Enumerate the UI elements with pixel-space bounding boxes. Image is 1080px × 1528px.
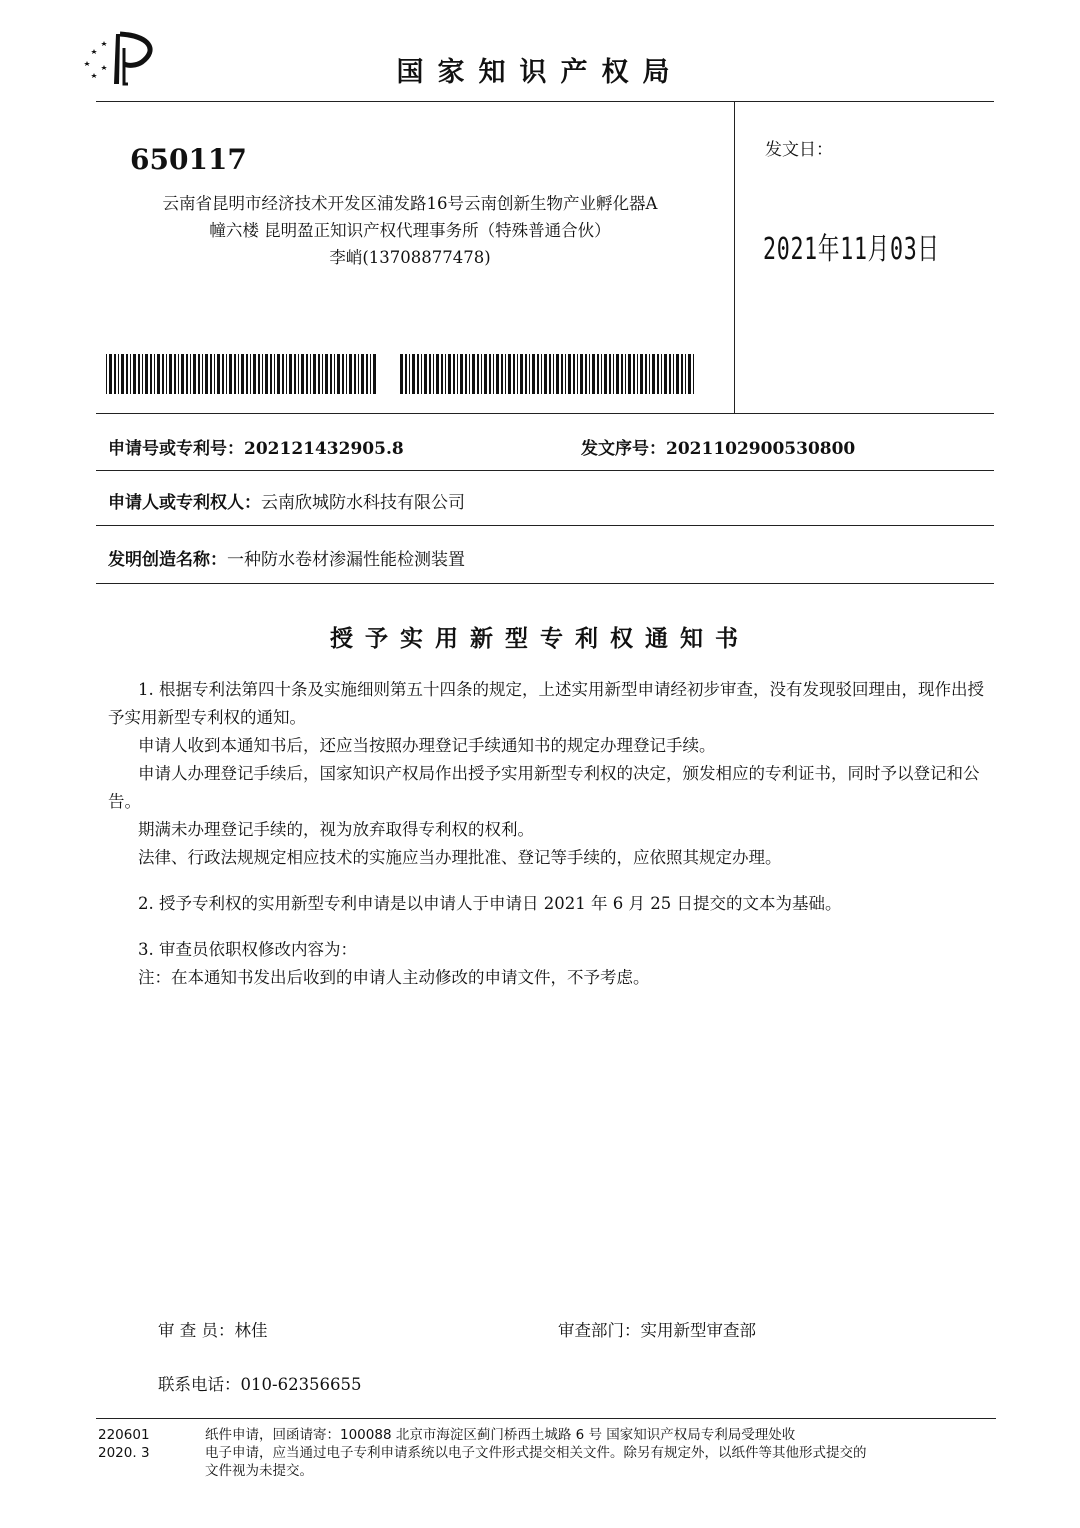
fields-rule-4 xyxy=(96,583,994,584)
recipient-contact: 李峭(13708877478) xyxy=(329,248,491,267)
footer-text xyxy=(205,1426,1005,1480)
dispatch-date: 2021年11月03日 xyxy=(763,232,940,267)
notice-paragraph: 1. 根据专利法第四十条及实施细则第五十四条的规定，上述实用新型申请经初步审查，没有发现驳回理由，现作出授予实用新型专利权的通知。 xyxy=(108,680,984,727)
barcode-right xyxy=(400,354,694,394)
examiner: 林佳 xyxy=(234,1321,268,1340)
fields-rule-1 xyxy=(96,413,994,414)
fields-rule-3 xyxy=(96,525,994,526)
serial-number-row xyxy=(581,434,855,459)
application-number-label: 申请号或专利号： xyxy=(108,439,244,459)
footer-line-2: 电子申请，应当通过电子专利申请系统以电子文件形式提交相关文件。除另有规定外，以纸件等其他形式提交的 xyxy=(205,1445,867,1461)
department-row xyxy=(558,1317,756,1341)
fields-rule-2 xyxy=(96,470,994,471)
notice-paragraph: 2. 授予专利权的实用新型专利申请是以申请人于申请日 2021 年 6 月 25 日提交的文本为基础。 xyxy=(138,894,842,913)
serial-number-label: 发文序号： xyxy=(581,439,666,459)
recipient-address xyxy=(100,190,720,271)
form-version: 2020. 3 xyxy=(98,1445,150,1461)
department-label: 审查部门： xyxy=(558,1321,641,1340)
notice-paragraph: 申请人办理登记手续后，国家知识产权局作出授予实用新型专利权的决定，颁发相应的专利证书，同时予以登记和公告。 xyxy=(108,764,980,811)
notice-paragraph: 期满未办理登记手续的，视为放弃取得专利权的权利。 xyxy=(138,820,534,839)
department: 实用新型审查部 xyxy=(640,1321,756,1340)
footer-line-1: 纸件申请，回函请寄：100088 北京市海淀区蓟门桥西土城路 6 号 国家知识产权局专利局受理处收 xyxy=(205,1427,796,1443)
phone-row xyxy=(158,1371,362,1395)
invention-name: 一种防水卷材渗漏性能检测装置 xyxy=(227,550,465,570)
footer-line-3: 文件视为未提交。 xyxy=(205,1463,313,1479)
serial-number: 2021102900530800 xyxy=(666,439,856,459)
notice-title: 授予实用新型专利权通知书 xyxy=(330,626,750,652)
invention-row xyxy=(108,545,465,570)
notice-note: 注：在本通知书发出后收到的申请人主动修改的申请文件，不予考虑。 xyxy=(138,968,650,987)
barcode-left xyxy=(106,354,376,394)
address-line-1: 云南省昆明市经济技术开发区浦发路16号云南创新生物产业孵化器A xyxy=(162,194,658,213)
form-code: 220601 xyxy=(98,1427,150,1443)
header-rule xyxy=(96,101,994,102)
application-number: 202121432905.8 xyxy=(244,439,404,459)
address-divider xyxy=(734,101,735,413)
applicant: 云南欣城防水科技有限公司 xyxy=(261,493,465,513)
address-line-2: 幢六楼 昆明盈正知识产权代理事务所（特殊普通合伙） xyxy=(209,221,611,240)
notice-paragraph: 申请人收到本通知书后，还应当按照办理登记手续通知书的规定办理登记手续。 xyxy=(138,736,716,755)
invention-label: 发明创造名称： xyxy=(108,550,227,570)
notice-body xyxy=(108,676,998,992)
office-name: 国家知识产权局 xyxy=(396,57,684,88)
applicant-row xyxy=(108,488,465,513)
footer-rule xyxy=(96,1418,996,1419)
examiner-label: 审 查 员： xyxy=(158,1321,235,1340)
dispatch-date-label: 发文日： xyxy=(765,140,833,160)
applicant-label: 申请人或专利权人： xyxy=(108,493,261,513)
phone-label: 联系电话： xyxy=(158,1375,241,1394)
examiner-row xyxy=(158,1317,268,1341)
application-number-row xyxy=(108,434,404,459)
notice-paragraph: 法律、行政法规规定相应技术的实施应当办理批准、登记等手续的，应依照其规定办理。 xyxy=(138,848,782,867)
postcode: 650117 xyxy=(130,143,247,176)
notice-paragraph: 3. 审查员依职权修改内容为： xyxy=(138,940,357,959)
phone: 010-62356655 xyxy=(240,1375,362,1394)
